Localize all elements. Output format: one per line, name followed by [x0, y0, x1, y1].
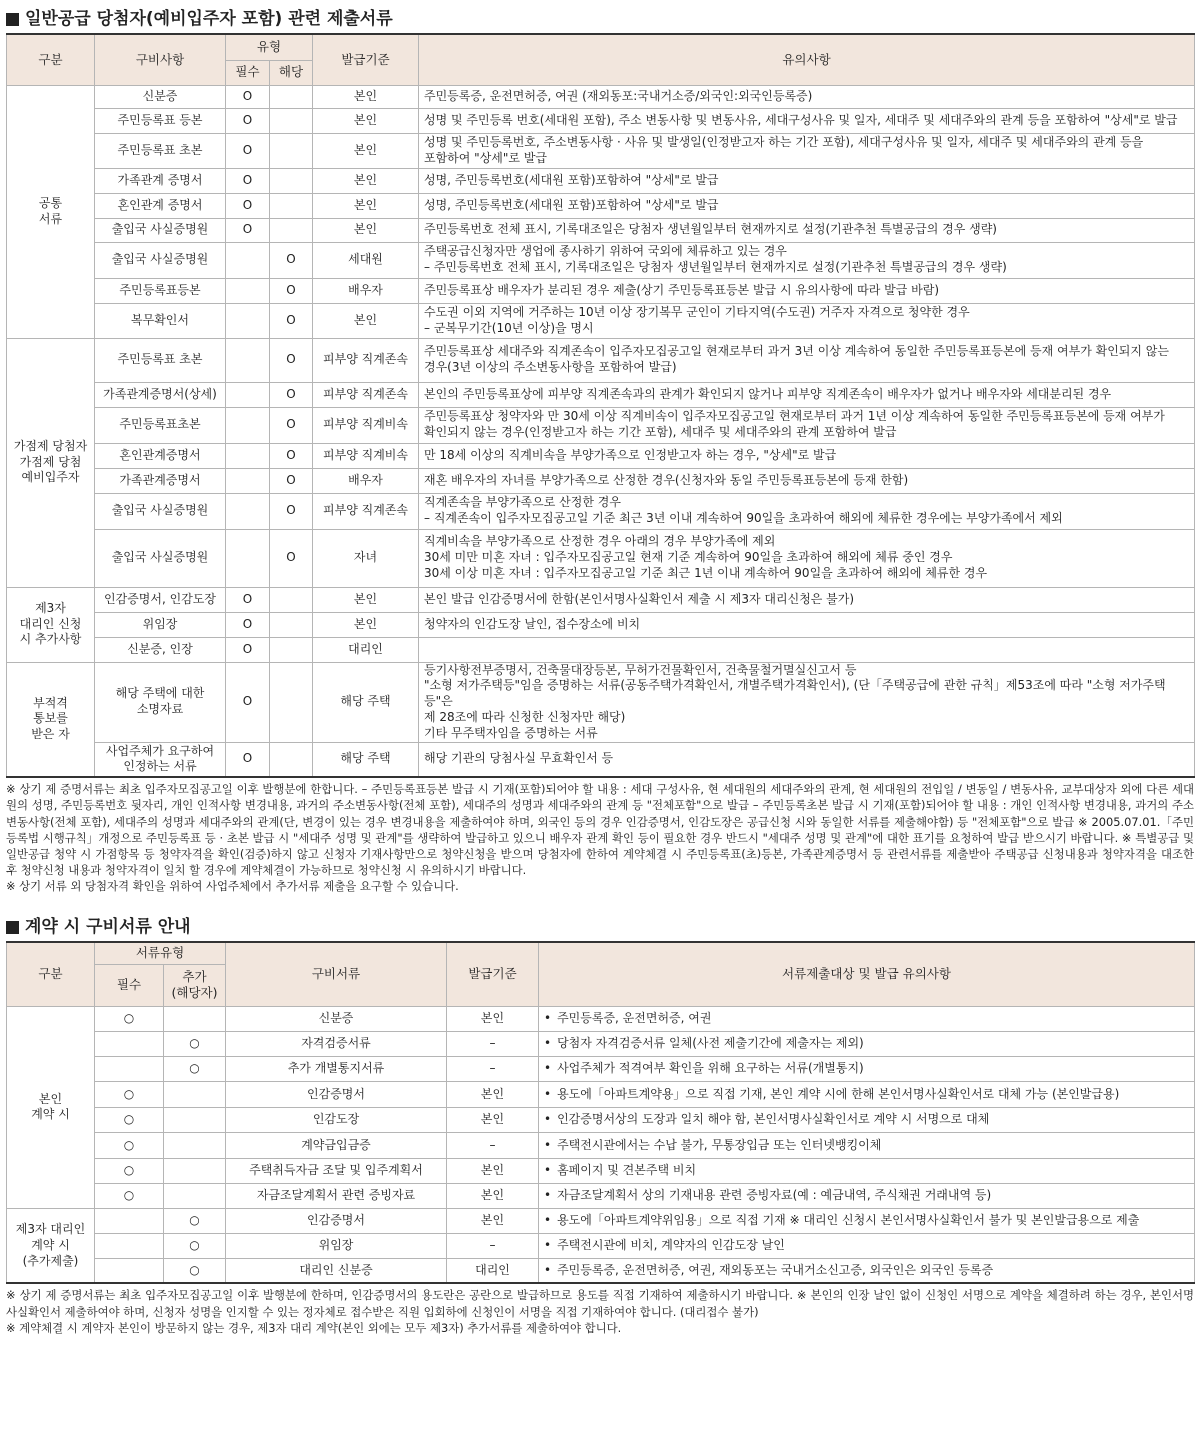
table-row [7, 1056, 1195, 1081]
bullet-icon: • [544, 1238, 552, 1253]
required-mark: ○ [95, 1183, 164, 1208]
table-row [7, 1258, 1195, 1283]
table-row [7, 1158, 1195, 1183]
note-text: 성명, 주민등록번호(세대원 포함)포함하여 "상세"로 발급 [419, 193, 1195, 218]
applicable-mark: O [270, 407, 313, 443]
note-text: 주민등록표상 배우자가 분리된 경우 제출(상기 주민등록표등본 발급 시 유의사항에 따라 발급 바람) [419, 278, 1195, 303]
table-row [7, 493, 1195, 529]
note-cell [539, 1208, 1195, 1233]
bullet-icon: • [544, 1213, 552, 1228]
applicable-mark [270, 108, 313, 133]
note-text: 사업주체가 적격여부 확인을 위해 요구하는 서류(개별통지) [557, 1061, 864, 1076]
required-mark: ○ [95, 1107, 164, 1132]
note-cell [539, 1183, 1195, 1208]
document-name: 복무확인서 [95, 303, 226, 338]
table-row [7, 662, 1195, 742]
header-applicable: 해당 [270, 60, 313, 85]
issue-basis: – [447, 1031, 539, 1056]
note-text: 해당 기관의 당첨사실 무효확인서 등 [419, 742, 1195, 777]
section1-footnotes [6, 778, 1194, 894]
note-text: 본인의 주민등록표상에 피부양 직계존속과의 관계가 확인되지 않거나 피부양 직계존속이 배우자가 없거나 배우자와 세대분리된 경우 [419, 382, 1195, 407]
applicable-mark [270, 612, 313, 637]
header-document: 구비서류 [226, 942, 447, 1006]
issue-basis: 피부양 직계존속 [313, 382, 419, 407]
note-cell [539, 1006, 1195, 1031]
applicable-mark [270, 587, 313, 612]
header-additional: 추가 (해당자) [164, 964, 226, 1006]
table-row [7, 612, 1195, 637]
section-marker-icon [6, 13, 19, 26]
group-label: 제3자 대리인 계약 시 (추가제출) [7, 1208, 95, 1283]
applicable-mark: O [270, 493, 313, 529]
additional-mark: ○ [164, 1258, 226, 1283]
table-row [7, 168, 1195, 193]
required-mark: ○ [95, 1081, 164, 1107]
note-text: 당첨자 자격검증서류 일체(사전 제출기간에 제출자는 제외) [557, 1036, 864, 1051]
document-name: 혼인관계 증명서 [95, 193, 226, 218]
applicable-mark [270, 637, 313, 662]
applicable-mark: O [270, 443, 313, 468]
section2-heading [6, 914, 1194, 941]
note-text: 성명 및 주민등록번호, 주소변동사항 · 사유 및 발생일(인정받고자 하는 기간 포함), 세대구성사유 및 일자, 세대주 및 세대주와의 관계 등을 포함하여 "상세"로 발급 [419, 133, 1195, 168]
issue-basis: 대리인 [313, 637, 419, 662]
note-cell [539, 1081, 1195, 1107]
required-mark [95, 1031, 164, 1056]
issue-basis: 본인 [313, 587, 419, 612]
issue-basis: 본인 [313, 218, 419, 242]
footnote: ※ 상기 제 증명서류는 최초 입주자모집공고일 이후 발행분에 한합니다. – 주민등록표등본 발급 시 기재(포함)되어야 할 내용 : 세대 구성사유, 현 세대원의 세대주와의 관계, 현 세대원의 전입일 / 변동일 / 변동사유, 교부대상자 외에 다른 세대원의 성명, 주민등록번호 뒷자리, 개인 인적사항 변경내용, 과거의 주소변동사항(전체 포함), 세대주의 성명과 세대주와의 관계 등 "전체포함"으로 발급 – 주민등록초본 발급 시 기재(포함)되어야 할 내용 : 개인 인적사항 변경내용, 과거의 주소변동사항(전체 포함), 세대주의 성명과 세대주와의 관계(단, 변경이 있는 경우 변경내용을 제출하여야 하며, 외국인 등의 경우 인감증명서, 인감도장은 공급신청 시와 동일한 서류를 제출해야함) 등 "전체포함"으로 발급 ※ 2005.07.01.「주민등록법 시행규칙」개정으로 주민등록표 등 · 초본 발급 시 "세대주 성명 및 관계"를 생략하여 발급하고 있으니 배우자 관계 확인 등이 필요한 경우 반드시 "세대주 성명 및 관계"에 대한 표기를 요청하여 발급 받으시기 바랍니다. ※ 특별공급 및 일반공급 청약 시 가점항목 등 청약자격을 확인(검증)하지 않고 신청자 기재사항만으로 청약신청을 받으며 당첨자에 한하여 계약체결 시 주민등록표(초)등본, 가족관계증명서 등 관련서류를 제출받아 주택공급 신청내용과 청약자격을 대조한 후 청약신청 내용과 청약자격이 일치 할 경우에 계약체결이 가능하므로 청약신청 시 유의하시기 바랍니다. [6, 782, 1194, 878]
issue-basis: 본인 [447, 1006, 539, 1031]
note-text: 등기사항전부증명서, 건축물대장등본, 무허가건물확인서, 건축물철거멸실신고서 등 "소형 저가주택등"임을 증명하는 서류(공동주택가격확인서, 개별주택가격확인서), (단「주택공급에 관한 규칙」제53조에 따라 "소형 저가주택등"은 제 28조에 따라 신청한 신청자만 해당) 기타 무주택자임을 증명하는 서류 [419, 662, 1195, 742]
applicable-mark [270, 133, 313, 168]
applicable-mark [270, 218, 313, 242]
required-mark [226, 382, 270, 407]
note-cell [539, 1258, 1195, 1283]
required-mark: O [226, 218, 270, 242]
table-row [7, 108, 1195, 133]
group-label: 제3자 대리인 신청 시 추가사항 [7, 587, 95, 662]
note-cell [539, 1132, 1195, 1158]
document-name: 주민등록표 초본 [95, 133, 226, 168]
footnote: ※ 계약체결 시 계약자 본인이 방문하지 않는 경우, 제3자 대리 계약(본인 외에는 모두 제3자) 추가서류를 제출하여야 합니다. [6, 1320, 622, 1335]
note-text: 성명 및 주민등록 번호(세대원 포함), 주소 변동사항 및 변동사유, 세대구성사유 및 일자, 세대주 및 세대주와의 관계 등을 포함하여 "상세"로 발급 [419, 108, 1195, 133]
note-text: 만 18세 이상의 직계비속을 부양가족으로 인정받고자 하는 경우, "상세"로 발급 [419, 443, 1195, 468]
note-text: 인감증명서상의 도장과 일치 해야 함, 본인서명사실확인서로 계약 시 서명으로 대체 [557, 1112, 990, 1127]
additional-mark [164, 1081, 226, 1107]
table-row [7, 1081, 1195, 1107]
section1-title: 일반공급 당첨자(예비입주자 포함) 관련 제출서류 [25, 9, 393, 29]
bullet-icon: • [544, 1061, 552, 1076]
document-name: 신분증, 인장 [95, 637, 226, 662]
table-row [7, 85, 1195, 108]
applicable-mark: O [270, 468, 313, 493]
document-name: 주택취득자금 조달 및 입주계획서 [226, 1158, 447, 1183]
table-row [7, 1107, 1195, 1132]
issue-basis: 본인 [447, 1208, 539, 1233]
section2-title: 계약 시 구비서류 안내 [25, 917, 191, 938]
bullet-icon: • [544, 1112, 552, 1127]
group-label: 본인 계약 시 [7, 1006, 95, 1208]
bullet-icon: • [544, 1086, 552, 1101]
header-required: 필수 [226, 60, 270, 85]
document-name: 인감도장 [226, 1107, 447, 1132]
document-name: 인감증명서 [226, 1208, 447, 1233]
table-row [7, 587, 1195, 612]
note-text: 주택공급신청자만 생업에 종사하기 위하여 국외에 체류하고 있는 경우 – 주민등록번호 전체 표시, 기록대조일은 당첨자 생년월일부터 현재까지로 설정(기관추천 특별공급의 경우 생략) [419, 242, 1195, 278]
section2-footnotes [6, 1284, 1194, 1336]
section-marker-icon [6, 921, 19, 934]
header-notes: 유의사항 [419, 34, 1195, 85]
applicable-mark: O [270, 303, 313, 338]
group-label: 부적격 통보를 받은 자 [7, 662, 95, 777]
document-name: 혼인관계증명서 [95, 443, 226, 468]
issue-basis: 배우자 [313, 468, 419, 493]
required-mark: O [226, 85, 270, 108]
document-name: 주민등록표등본 [95, 278, 226, 303]
required-mark [226, 468, 270, 493]
table-row [7, 303, 1195, 338]
note-text: 주민등록표상 세대주와 직계존속이 입주자모집공고일 현재로부터 과거 3년 이상 계속하여 동일한 주민등록표등본에 등재 여부가 확인되지 않는 경우(3년 이상의 주소변동사항을 포함하여 발급) [419, 338, 1195, 382]
document-name: 사업주체가 요구하여 인정하는 서류 [95, 742, 226, 777]
additional-mark [164, 1006, 226, 1031]
applicable-mark [270, 662, 313, 742]
required-mark: O [226, 587, 270, 612]
bullet-icon: • [544, 1137, 552, 1152]
submission-documents-table [6, 33, 1195, 778]
issue-basis: 본인 [313, 85, 419, 108]
additional-mark: ○ [164, 1056, 226, 1081]
header-doctype: 서류유형 [95, 942, 226, 964]
header-basis: 발급기준 [447, 942, 539, 1006]
note-text: 성명, 주민등록번호(세대원 포함)포함하여 "상세"로 발급 [419, 168, 1195, 193]
issue-basis: 본인 [313, 612, 419, 637]
note-cell [539, 1158, 1195, 1183]
table-row [7, 338, 1195, 382]
required-mark: ○ [95, 1006, 164, 1031]
document-name: 가족관계증명서 [95, 468, 226, 493]
document-name: 신분증 [226, 1006, 447, 1031]
table-row [7, 742, 1195, 777]
group-label: 가점제 당첨자 가점제 당첨 예비입주자 [7, 338, 95, 587]
additional-mark [164, 1158, 226, 1183]
table-row [7, 218, 1195, 242]
required-mark: O [226, 108, 270, 133]
note-cell [539, 1056, 1195, 1081]
document-name: 가족관계증명서(상세) [95, 382, 226, 407]
applicable-mark: O [270, 382, 313, 407]
required-mark [95, 1208, 164, 1233]
required-mark: O [226, 742, 270, 777]
document-name: 출입국 사실증명원 [95, 218, 226, 242]
bullet-icon: • [544, 1188, 552, 1203]
issue-basis: 세대원 [313, 242, 419, 278]
table-row [7, 1208, 1195, 1233]
applicable-mark [270, 193, 313, 218]
required-mark: ○ [95, 1158, 164, 1183]
required-mark [226, 303, 270, 338]
note-text: 주민등록표상 청약자와 만 30세 이상 직계비속이 입주자모집공고일 현재로부터 과거 1년 이상 계속하여 동일한 주민등록표등본에 등재 여부가 확인되지 않는 경우(인정받고자 하는 기간 포함), 세대주 및 세대주와의 관계 포함하여 발급 [419, 407, 1195, 443]
issue-basis: 자녀 [313, 529, 419, 587]
header-required: 필수 [95, 964, 164, 1006]
issue-basis: 피부양 직계존속 [313, 338, 419, 382]
note-text: 수도권 이외 지역에 거주하는 10년 이상 장기복무 군인이 기타지역(수도권) 거주자 자격으로 청약한 경우 – 군복무기간(10년 이상)을 명시 [419, 303, 1195, 338]
issue-basis: 본인 [447, 1107, 539, 1132]
document-name: 위임장 [95, 612, 226, 637]
note-text: 직계비속을 부양가족으로 산정한 경우 아래의 경우 부양가족에 제외 30세 미만 미혼 자녀 : 입주자모집공고일 현재 기준 계속하여 90일을 초과하여 해외에 체류 중인 경우 30세 이상 미혼 자녀 : 입주자모집공고일 기준 최근 1년 이내 계속하여 90일을 초과하여 해외에 체류한 경우 [419, 529, 1195, 587]
required-mark [226, 443, 270, 468]
required-mark: O [226, 637, 270, 662]
header-notes: 서류제출대상 및 발급 유의사항 [539, 942, 1195, 1006]
issue-basis: 본인 [447, 1158, 539, 1183]
additional-mark [164, 1132, 226, 1158]
document-name: 인감증명서 [226, 1081, 447, 1107]
issue-basis: – [447, 1132, 539, 1158]
required-mark: O [226, 193, 270, 218]
issue-basis: 본인 [447, 1183, 539, 1208]
required-mark [226, 529, 270, 587]
note-text: 청약자의 인감도장 날인, 접수장소에 비치 [419, 612, 1195, 637]
bullet-icon: • [544, 1036, 552, 1051]
note-text: 주택전시관에 비치, 계약자의 인감도장 날인 [557, 1238, 785, 1253]
section1-heading [6, 6, 1194, 33]
issue-basis: 본인 [313, 168, 419, 193]
table-row [7, 278, 1195, 303]
bullet-icon: • [544, 1262, 552, 1277]
document-name: 출입국 사실증명원 [95, 493, 226, 529]
table-row [7, 1183, 1195, 1208]
applicable-mark: O [270, 278, 313, 303]
required-mark: O [226, 133, 270, 168]
table-row [7, 407, 1195, 443]
required-mark [226, 338, 270, 382]
note-cell [539, 1233, 1195, 1258]
note-text: 직계존속을 부양가족으로 산정한 경우 – 직계존속이 입주자모집공고일 기준 최근 3년 이내 계속하여 90일을 초과하여 해외에 체류한 경우에는 부양가족에서 제외 [419, 493, 1195, 529]
additional-mark: ○ [164, 1208, 226, 1233]
additional-mark: ○ [164, 1233, 226, 1258]
applicable-mark: O [270, 529, 313, 587]
table-row [7, 1031, 1195, 1056]
document-name: 가족관계 증명서 [95, 168, 226, 193]
required-mark [95, 1056, 164, 1081]
footnote: ※ 상기 제 증명서류는 최초 입주자모집공고일 이후 발행분에 한하며, 인감증명서의 용도란은 공란으로 발급하므로 용도를 직접 기재하여 제출하시기 바랍니다. ※ 본인의 인장 날인 없이 신청인 서명으로 계약을 체결하려 하는 경우, 본인서명사실확인서 제출하여야 하며, 신청자 성명을 인지할 수 있는 정자체로 접수받은 직원 입회하에 신청인이 서명을 직접 기재하여야 합니다. (대리접수 불가) [6, 1288, 1194, 1319]
document-name: 신분증 [95, 85, 226, 108]
document-name: 인감증명서, 인감도장 [95, 587, 226, 612]
table-row [7, 529, 1195, 587]
note-text: 재혼 배우자의 자녀를 부양가족으로 산정한 경우(신청자와 동일 주민등록표등본에 등재 한함) [419, 468, 1195, 493]
issue-basis: 본인 [313, 108, 419, 133]
bullet-icon: • [544, 1163, 552, 1178]
document-name: 주민등록표 등본 [95, 108, 226, 133]
applicable-mark [270, 85, 313, 108]
table-row [7, 242, 1195, 278]
issue-basis: 본인 [313, 133, 419, 168]
document-name: 대리인 신분증 [226, 1258, 447, 1283]
note-text: 주민등록번호 전체 표시, 기록대조일은 당첨자 생년월일부터 현재까지로 설정(기관추천 특별공급의 경우 생략) [419, 218, 1195, 242]
header-type: 유형 [226, 34, 313, 60]
bullet-icon: • [544, 1011, 552, 1026]
document-name: 출입국 사실증명원 [95, 529, 226, 587]
required-mark: O [226, 168, 270, 193]
required-mark: ○ [95, 1132, 164, 1158]
table-row [7, 1132, 1195, 1158]
note-text: 본인 발급 인감증명서에 한함(본인서명사실확인서 제출 시 제3자 대리신청은 불가) [419, 587, 1195, 612]
required-mark [226, 493, 270, 529]
issue-basis: 피부양 직계비속 [313, 407, 419, 443]
required-mark: O [226, 662, 270, 742]
group-label: 공통 서류 [7, 85, 95, 338]
issue-basis: 본인 [313, 193, 419, 218]
note-text: 주민등록증, 운전면허증, 여권 [557, 1011, 712, 1026]
applicable-mark: O [270, 338, 313, 382]
note-cell [539, 1107, 1195, 1132]
issue-basis: 피부양 직계존속 [313, 493, 419, 529]
table-row [7, 133, 1195, 168]
header-category: 구분 [7, 34, 95, 85]
table-row [7, 193, 1195, 218]
note-text: 자금조달계획서 상의 기재내용 관련 증빙자료(예 : 예금내역, 주식채권 거래내역 등) [557, 1188, 992, 1203]
document-name: 주민등록표초본 [95, 407, 226, 443]
contract-documents-table [6, 941, 1195, 1284]
note-text [419, 637, 1195, 662]
note-text: 주택전시관에서는 수납 불가, 무통장입금 또는 인터넷뱅킹이체 [557, 1137, 882, 1152]
issue-basis: – [447, 1056, 539, 1081]
issue-basis: 배우자 [313, 278, 419, 303]
applicable-mark [270, 168, 313, 193]
required-mark [95, 1233, 164, 1258]
footnote: ※ 상기 서류 외 당첨자격 확인을 위하여 사업주체에서 추가서류 제출을 요구할 수 있습니다. [6, 879, 459, 894]
required-mark [226, 242, 270, 278]
additional-mark [164, 1107, 226, 1132]
issue-basis: 해당 주택 [313, 662, 419, 742]
note-text: 주민등록증, 운전면허증, 여권, 재외동포는 국내거소신고증, 외국인은 외국인 등록증 [557, 1262, 994, 1277]
applicable-mark: O [270, 242, 313, 278]
required-mark [226, 407, 270, 443]
additional-mark: ○ [164, 1031, 226, 1056]
header-basis: 발급기준 [313, 34, 419, 85]
table-row [7, 637, 1195, 662]
note-text: 용도에「아파트계약위임용」으로 직접 기재 ※ 대리인 신청시 본인서명사실확인서 불가 및 본인발급용으로 제출 [557, 1213, 1140, 1228]
note-text: 용도에「아파트계약용」으로 직접 기재, 본인 계약 시에 한해 본인서명사실확인서로 대체 가능 (본인발급용) [557, 1086, 1120, 1101]
document-name: 계약금입금증 [226, 1132, 447, 1158]
required-mark [226, 278, 270, 303]
table-row [7, 382, 1195, 407]
document-name: 출입국 사실증명원 [95, 242, 226, 278]
issue-basis: 본인 [447, 1081, 539, 1107]
required-mark [95, 1258, 164, 1283]
additional-mark [164, 1183, 226, 1208]
table-row [7, 443, 1195, 468]
issue-basis: 피부양 직계비속 [313, 443, 419, 468]
applicable-mark [270, 742, 313, 777]
table-row [7, 468, 1195, 493]
note-text: 홈페이지 및 견본주택 비치 [557, 1163, 697, 1178]
issue-basis: 해당 주택 [313, 742, 419, 777]
issue-basis: 대리인 [447, 1258, 539, 1283]
header-category: 구분 [7, 942, 95, 1006]
document-name: 위임장 [226, 1233, 447, 1258]
note-text: 주민등록증, 운전면허증, 여권 (재외동포:국내거소증/외국인:외국인등록증) [419, 85, 1195, 108]
document-name: 자금조달계획서 관련 증빙자료 [226, 1183, 447, 1208]
document-name: 자격검증서류 [226, 1031, 447, 1056]
issue-basis: – [447, 1233, 539, 1258]
required-mark: O [226, 612, 270, 637]
issue-basis: 본인 [313, 303, 419, 338]
table-row [7, 1006, 1195, 1031]
table-row [7, 1233, 1195, 1258]
header-document: 구비사항 [95, 34, 226, 85]
document-name: 주민등록표 초본 [95, 338, 226, 382]
document-name: 추가 개별통지서류 [226, 1056, 447, 1081]
document-name: 해당 주택에 대한 소명자료 [95, 662, 226, 742]
note-cell [539, 1031, 1195, 1056]
